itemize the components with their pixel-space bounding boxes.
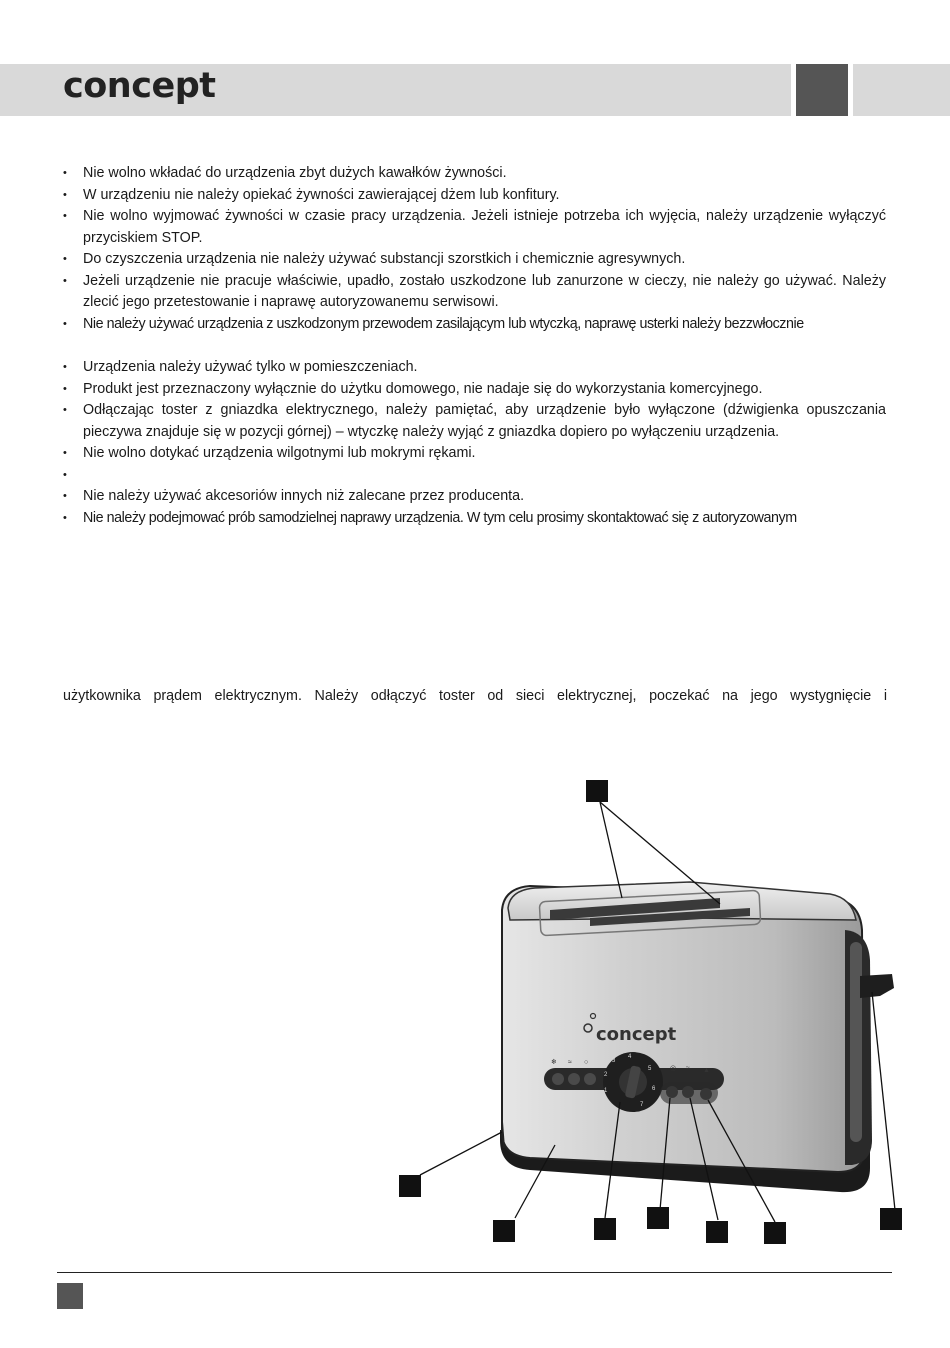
callout-square xyxy=(586,780,608,802)
callout-square xyxy=(880,1208,902,1230)
list-item: • Produkt jest przeznaczony wyłącznie do użytku domowego, nie nadaje się do wykorzystania komercyjnego. xyxy=(60,379,886,401)
dial-number: 6 xyxy=(652,1086,656,1092)
bagel-symbol-icon: ◎ xyxy=(670,1065,677,1072)
list-item: • Urządzenia należy używać tylko w pomieszczeniach. xyxy=(60,357,886,379)
list-item: • Jeżeli urządzenie nie pracuje właściwie, upadło, zostało uszkodzone lub zanurzone w cieczy, nie należy go używać. Należy zlecić jego przetestowanie i naprawę autoryzowanemu serwisowi. xyxy=(60,271,886,314)
list-item: • Nie wolno dotykać urządzenia wilgotnymi lub mokrymi rękami. xyxy=(60,443,886,465)
lift-symbol-icon: ▲ xyxy=(703,1067,710,1074)
footer-page-marker xyxy=(57,1283,83,1309)
defrost-button xyxy=(584,1073,596,1085)
safety-list-1 xyxy=(60,163,886,335)
list-item: • Nie wolno wkładać do urządzenia zbyt dużych kawałków żywności. xyxy=(60,163,886,185)
list-item: • Nie należy używać akcesoriów innych niż zalecane przez producenta. xyxy=(60,486,886,508)
callout-square xyxy=(647,1207,669,1229)
cancel-button xyxy=(552,1073,564,1085)
list-item-empty xyxy=(60,465,886,487)
list-item: • Odłączając toster z gniazdka elektrycznego, należy pamiętać, aby urządzenie było wyłączone (dźwigienka opuszczania pieczywa znajduje się w pozycji górnej) – wtyczkę należy wyjąć z gniazdka dopiero po wyłączeniu urządzenia. xyxy=(60,400,886,443)
safety-list-2 xyxy=(60,357,886,529)
footer-rule xyxy=(57,1272,892,1273)
list-item: • Do czyszczenia urządzenia nie należy używać substancji szorstkich i chemicznie agresywnych. xyxy=(60,249,886,271)
list-item: • Nie należy podejmować prób samodzielnej naprawy urządzenia. W tym celu prosimy skontaktować się z autoryzowanym xyxy=(60,508,886,530)
toaster-illustration xyxy=(390,770,930,1260)
list-item: • W urządzeniu nie należy opiekać żywności zawierającej dżem lub konfitury. xyxy=(60,185,886,207)
control-panel-right xyxy=(660,1082,718,1104)
list-item: • Nie należy używać urządzenia z uszkodzonym przewodem zasilającym lub wtyczką, naprawę usterki należy bezzwłocznie xyxy=(60,314,886,336)
brand-logo: concept xyxy=(63,66,216,106)
header-divider xyxy=(848,64,853,116)
cancel-symbol-icon: ○ xyxy=(584,1059,589,1066)
frozen-symbol-icon: ≈ xyxy=(686,1065,690,1072)
callout-square xyxy=(399,1175,421,1197)
callout-square xyxy=(764,1222,786,1244)
reheat-button xyxy=(568,1073,580,1085)
dial-number: 5 xyxy=(648,1066,652,1072)
list-item: • Nie wolno wyjmować żywności w czasie pracy urządzenia. Jeżeli istnieje potrzeba ich wyjęcia, należy urządzenie wyłączyć przyciskiem STOP. xyxy=(60,206,886,249)
dial-number: 2 xyxy=(604,1072,608,1078)
toaster-brand-text: concept xyxy=(596,1024,677,1045)
dial-number: 7 xyxy=(640,1102,644,1108)
bread-lever xyxy=(860,974,894,998)
defrost-symbol-icon: ❄ xyxy=(551,1059,557,1066)
toaster-figure xyxy=(390,770,930,1260)
dial-number: 3 xyxy=(612,1058,616,1064)
reheat-symbol-icon: ≈ xyxy=(568,1059,572,1066)
dial-number: 1 xyxy=(604,1088,608,1094)
callout-square xyxy=(706,1221,728,1243)
toaster-side-slot xyxy=(850,942,862,1142)
dial-number: 4 xyxy=(628,1054,632,1060)
callout-square xyxy=(493,1220,515,1242)
header-page-marker xyxy=(796,64,848,116)
callout-square xyxy=(594,1218,616,1240)
body-paragraph: użytkownika prądem elektrycznym. Należy odłączyć toster od sieci elektrycznej, poczekać na jego wystygnięcie i xyxy=(63,688,887,704)
